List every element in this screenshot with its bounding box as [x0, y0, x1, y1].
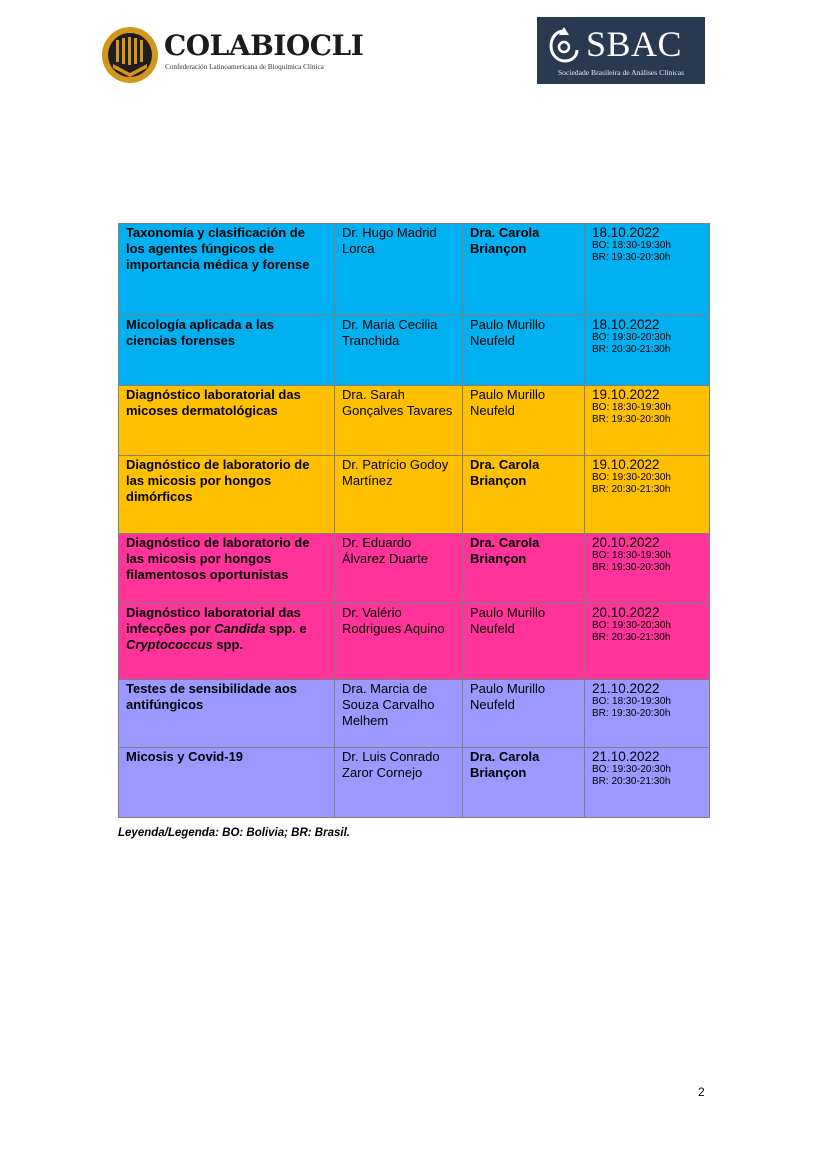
- topic-text: Diagnóstico laboratorial das micoses dermatológicas: [126, 387, 301, 418]
- topic-cell: [119, 534, 335, 604]
- brasil-time: BR: 20:30-21:30h: [592, 776, 671, 787]
- speaker-cell: Dr. Maria Cecilia Tranchida: [335, 316, 463, 386]
- moderator-cell: Paulo Murillo Neufeld: [463, 316, 585, 386]
- sbac-subtitle: Sociedade Brasileira de Análises Clínicas: [557, 68, 685, 77]
- moderator-cell: Dra. Carola Briançon: [463, 748, 585, 818]
- date-cell: [585, 534, 710, 604]
- bolivia-time: BO: 18:30-19:30h: [592, 402, 671, 413]
- topic-cell: [119, 748, 335, 818]
- table-row: [119, 534, 710, 604]
- schedule-body: [119, 224, 710, 818]
- session-date: 20.10.2022: [592, 535, 660, 550]
- brasil-time: BR: 19:30-20:30h: [592, 708, 671, 719]
- speaker-cell: Dr. Luis Conrado Zaror Cornejo: [335, 748, 463, 818]
- brasil-time: BR: 19:30-20:30h: [592, 414, 671, 425]
- topic-text: spp.: [212, 637, 244, 652]
- topic-cell: [119, 680, 335, 748]
- topic-text: Micosis y Covid-19: [126, 749, 244, 764]
- colabiocli-emblem-icon: [101, 26, 159, 84]
- topic-text: Diagnóstico de laboratorio de las micosis por hongos filamentosos oportunistas: [126, 535, 310, 582]
- colabiocli-logo: [101, 24, 364, 86]
- schedule-table: [118, 223, 710, 818]
- speaker-cell: Dra. Marcia de Souza Carvalho Melhem: [335, 680, 463, 748]
- topic-cell: [119, 316, 335, 386]
- session-date: 19.10.2022: [592, 387, 660, 402]
- topic-text: Taxonomía y clasificación de los agentes fúngicos de importancia médica y forense: [126, 225, 310, 272]
- colabiocli-subtitle: Confederación Latinoamericana de Bioquímica Clínica: [165, 63, 324, 71]
- session-date: 21.10.2022: [592, 681, 660, 696]
- session-date: 19.10.2022: [592, 457, 660, 472]
- brasil-time: BR: 19:30-20:30h: [592, 562, 671, 573]
- table-row: [119, 680, 710, 748]
- moderator-cell: Dra. Carola Briançon: [463, 534, 585, 604]
- topic-cell: [119, 456, 335, 534]
- moderator-cell: Paulo Murillo Neufeld: [463, 680, 585, 748]
- table-row: [119, 386, 710, 456]
- topic-text: Cryptococcus: [126, 637, 213, 652]
- moderator-cell: Paulo Murillo Neufeld: [463, 604, 585, 680]
- date-cell: [585, 456, 710, 534]
- table-row: [119, 224, 710, 316]
- moderator-cell: Dra. Carola Briançon: [463, 224, 585, 316]
- topic-text: spp. e: [265, 621, 307, 636]
- brasil-time: BR: 20:30-21:30h: [592, 484, 671, 495]
- table-row: [119, 316, 710, 386]
- table-row: [119, 456, 710, 534]
- moderator-cell: Dra. Carola Briançon: [463, 456, 585, 534]
- bolivia-time: BO: 19:30-20:30h: [592, 332, 671, 343]
- table-row: [119, 748, 710, 818]
- date-cell: [585, 386, 710, 456]
- bolivia-time: BO: 19:30-20:30h: [592, 764, 671, 775]
- speaker-cell: Dr. Patrício Godoy Martínez: [335, 456, 463, 534]
- bolivia-time: BO: 19:30-20:30h: [592, 620, 671, 631]
- date-cell: [585, 316, 710, 386]
- date-cell: [585, 224, 710, 316]
- page-number: 2: [698, 1085, 705, 1099]
- bolivia-time: BO: 18:30-19:30h: [592, 550, 671, 561]
- brasil-time: BR: 19:30-20:30h: [592, 252, 671, 263]
- session-date: 20.10.2022: [592, 605, 660, 620]
- date-cell: [585, 604, 710, 680]
- moderator-cell: Paulo Murillo Neufeld: [463, 386, 585, 456]
- sbac-emblem-icon: [547, 25, 581, 65]
- date-cell: [585, 748, 710, 818]
- sbac-name: SBAC: [586, 24, 683, 64]
- session-date: 18.10.2022: [592, 317, 660, 332]
- topic-text: Diagnóstico de laboratorio de las micosis por hongos dimórficos: [126, 457, 310, 504]
- speaker-cell: Dr. Hugo Madrid Lorca: [335, 224, 463, 316]
- topic-cell: [119, 224, 335, 316]
- topic-text: Candida: [214, 621, 266, 636]
- topic-cell: [119, 386, 335, 456]
- legend: Leyenda/Legenda: BO: Bolivia; BR: Brasil.: [118, 827, 350, 839]
- session-date: 18.10.2022: [592, 225, 660, 240]
- date-cell: [585, 680, 710, 748]
- speaker-cell: Dr. Valério Rodrigues Aquino: [335, 604, 463, 680]
- speaker-cell: Dr. Eduardo Álvarez Duarte: [335, 534, 463, 604]
- bolivia-time: BO: 19:30-20:30h: [592, 472, 671, 483]
- bolivia-time: BO: 18:30-19:30h: [592, 240, 671, 251]
- session-date: 21.10.2022: [592, 749, 660, 764]
- topic-text: Testes de sensibilidade aos antifúngicos: [126, 681, 297, 712]
- speaker-cell: Dra. Sarah Gonçalves Tavares: [335, 386, 463, 456]
- brasil-time: BR: 20:30-21:30h: [592, 344, 671, 355]
- topic-text: Micología aplicada a las ciencias forenses: [126, 317, 275, 348]
- topic-text: Diagnóstico laboratorial das infecções por: [126, 605, 301, 636]
- brasil-time: BR: 20:30-21:30h: [592, 632, 671, 643]
- sbac-logo: [537, 17, 705, 84]
- colabiocli-name: COLABIOCLI: [164, 29, 364, 62]
- table-row: [119, 604, 710, 680]
- bolivia-time: BO: 18:30-19:30h: [592, 696, 671, 707]
- topic-cell: [119, 604, 335, 680]
